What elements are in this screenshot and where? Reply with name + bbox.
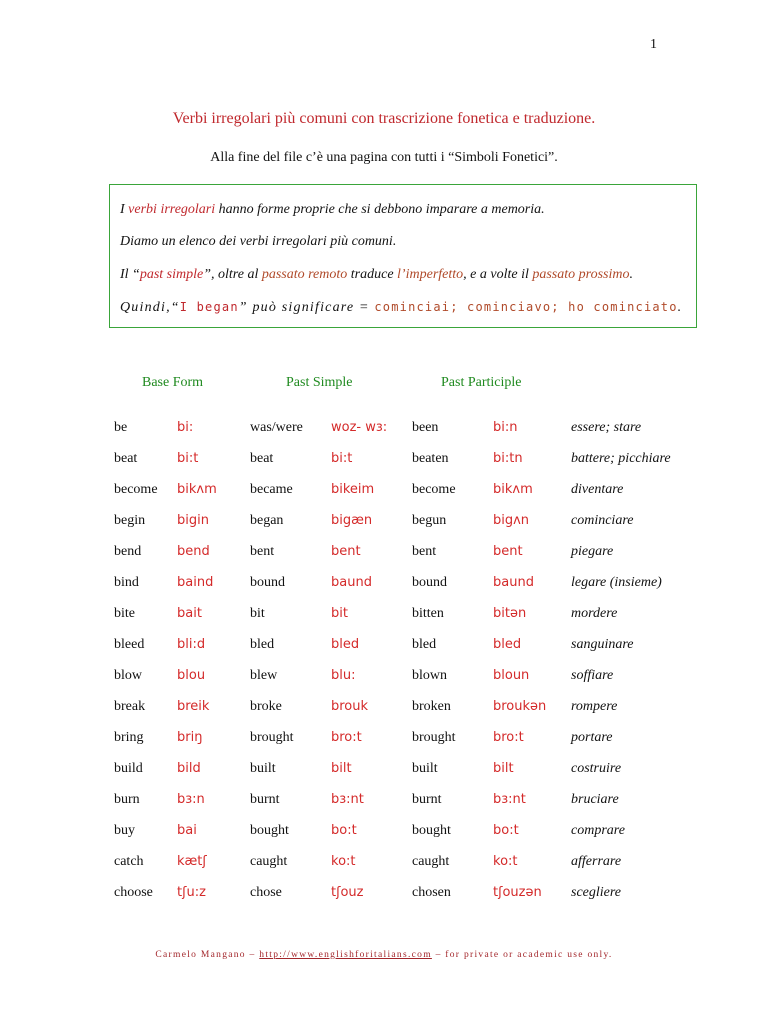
verb-past-participle: become: [412, 482, 456, 497]
verb-participle-phonetic: bo:t: [493, 823, 519, 838]
footer-link[interactable]: http://www.englishforitalians.com: [259, 950, 432, 960]
verb-past-participle: bought: [412, 823, 451, 838]
verb-participle-phonetic: ko:t: [493, 854, 518, 869]
table-row: [0, 699, 768, 730]
verb-past-participle: blown: [412, 668, 447, 683]
verb-participle-phonetic: bikʌm: [493, 482, 533, 497]
highlight-text: cominciai; cominciavo; ho cominciato: [374, 300, 678, 314]
intro-text: .: [629, 267, 633, 282]
verb-past-simple: began: [250, 513, 284, 528]
table-row: [0, 451, 768, 482]
intro-text: Quindi,“: [120, 300, 180, 315]
verb-past-phonetic: bo:t: [331, 823, 357, 838]
table-row: [0, 823, 768, 854]
verb-translation: piegare: [571, 544, 614, 559]
verb-translation: sanguinare: [571, 637, 634, 652]
table-row: [0, 885, 768, 916]
verb-participle-phonetic: bloun: [493, 668, 530, 683]
verb-base-form: choose: [114, 885, 153, 900]
verb-participle-phonetic: bɜ:nt: [493, 792, 526, 807]
verb-past-participle: built: [412, 761, 438, 776]
verb-participle-phonetic: bro:t: [493, 730, 524, 745]
document-subtitle: Alla fine del file c’è una pagina con tutti i “Simboli Fonetici”.: [210, 150, 558, 165]
verb-past-participle: burnt: [412, 792, 442, 807]
verb-base-form: bind: [114, 575, 139, 590]
intro-text: Il “: [120, 267, 140, 282]
verb-base-form: build: [114, 761, 143, 776]
verb-base-form: bring: [114, 730, 144, 745]
verb-participle-phonetic: tʃouzən: [493, 885, 542, 900]
verb-past-simple: bought: [250, 823, 289, 838]
document-title: Verbi irregolari più comuni con trascrizione fonetica e traduzione.: [172, 110, 596, 127]
verb-past-phonetic: brouk: [331, 699, 369, 714]
verb-translation: diventare: [571, 482, 624, 497]
verb-past-participle: brought: [412, 730, 456, 745]
intro-line-2: Diamo un elenco dei verbi irregolari più comuni.: [120, 234, 397, 249]
highlight-text: verbi irregolari: [128, 202, 216, 217]
highlight-text: l’imperfetto: [397, 267, 464, 282]
footer-author: Carmelo Mangano –: [155, 950, 260, 960]
verb-participle-phonetic: bent: [493, 544, 523, 559]
verb-base-form: buy: [114, 823, 135, 838]
verb-participle-phonetic: bilt: [493, 761, 514, 776]
verb-past-participle: beaten: [412, 451, 449, 466]
verb-past-phonetic: blu:: [331, 668, 356, 683]
verb-participle-phonetic: bi:tn: [493, 451, 523, 466]
verb-past-participle: bitten: [412, 606, 444, 621]
verb-translation: essere; stare: [571, 420, 642, 435]
table-row: [0, 730, 768, 761]
verb-past-phonetic: bilt: [331, 761, 352, 776]
verb-translation: portare: [571, 730, 613, 745]
verb-past-participle: bound: [412, 575, 447, 590]
verb-base-phonetic: briŋ: [177, 730, 203, 745]
verb-base-phonetic: bɜ:n: [177, 792, 205, 807]
intro-text: traduce: [347, 267, 398, 282]
verb-past-simple: broke: [250, 699, 282, 714]
table-row: [0, 792, 768, 823]
verb-base-phonetic: tʃu:z: [177, 885, 206, 900]
table-row: [0, 544, 768, 575]
intro-text: I: [120, 202, 129, 217]
verb-base-phonetic: blou: [177, 668, 206, 683]
table-row: [0, 854, 768, 885]
intro-text: ” può significare =: [238, 300, 375, 315]
verb-base-form: bend: [114, 544, 142, 559]
verb-past-simple: blew: [250, 668, 278, 683]
verb-participle-phonetic: bi:n: [493, 420, 518, 435]
verb-translation: cominciare: [571, 513, 634, 528]
column-headers: [0, 375, 768, 395]
table-row: [0, 606, 768, 637]
verb-table: [0, 420, 768, 916]
highlight-text: passato remoto: [261, 267, 348, 282]
intro-text: hanno forme proprie che si debbono imparare a memoria.: [215, 202, 545, 217]
verb-participle-phonetic: bitən: [493, 606, 527, 621]
verb-translation: mordere: [571, 606, 618, 621]
verb-participle-phonetic: bigʌn: [493, 513, 530, 528]
table-row: [0, 668, 768, 699]
verb-past-participle: caught: [412, 854, 450, 869]
verb-past-simple: built: [250, 761, 276, 776]
verb-past-simple: caught: [250, 854, 288, 869]
verb-base-form: become: [114, 482, 158, 497]
intro-line-1: [120, 202, 545, 218]
verb-past-participle: been: [412, 420, 439, 435]
intro-text: , e a volte il: [463, 267, 533, 282]
verb-participle-phonetic: baund: [493, 575, 534, 590]
verb-past-simple: bound: [250, 575, 285, 590]
verb-base-form: beat: [114, 451, 138, 466]
header-base-form: Base Form: [142, 375, 204, 390]
intro-line-4: [120, 300, 682, 316]
verb-past-simple: brought: [250, 730, 294, 745]
verb-translation: costruire: [571, 761, 622, 776]
verb-past-phonetic: bɜ:nt: [331, 792, 364, 807]
verb-base-phonetic: baind: [177, 575, 214, 590]
verb-past-phonetic: bent: [331, 544, 361, 559]
verb-base-phonetic: bi:: [177, 420, 194, 435]
verb-past-phonetic: bro:t: [331, 730, 362, 745]
verb-participle-phonetic: broukən: [493, 699, 547, 714]
table-row: [0, 761, 768, 792]
verb-base-form: blow: [114, 668, 142, 683]
intro-text: ”, oltre al: [203, 267, 262, 282]
verb-translation: soffiare: [571, 668, 614, 683]
verb-base-phonetic: bi:t: [177, 451, 199, 466]
verb-past-simple: bit: [250, 606, 265, 621]
verb-participle-phonetic: bled: [493, 637, 522, 652]
footer-note: – for private or academic use only.: [431, 950, 613, 960]
verb-base-form: catch: [114, 854, 144, 869]
verb-translation: rompere: [571, 699, 618, 714]
example-text: I began: [179, 300, 239, 314]
verb-translation: comprare: [571, 823, 625, 838]
table-row: [0, 420, 768, 451]
highlight-text: passato prossimo: [532, 267, 630, 282]
verb-past-phonetic: bled: [331, 637, 360, 652]
verb-past-phonetic: ko:t: [331, 854, 356, 869]
table-row: [0, 482, 768, 513]
verb-base-phonetic: kætʃ: [177, 854, 207, 869]
verb-translation: afferrare: [571, 854, 622, 869]
verb-past-phonetic: bigæn: [331, 513, 373, 528]
verb-past-simple: beat: [250, 451, 274, 466]
intro-line-3: [120, 267, 633, 283]
verb-past-phonetic: bi:t: [331, 451, 353, 466]
verb-past-phonetic: baund: [331, 575, 372, 590]
table-row: [0, 637, 768, 668]
verb-past-simple: was/were: [250, 420, 303, 435]
verb-base-form: burn: [114, 792, 140, 807]
verb-past-simple: bent: [250, 544, 275, 559]
verb-base-phonetic: bli:d: [177, 637, 206, 652]
verb-past-participle: chosen: [412, 885, 451, 900]
verb-past-simple: burnt: [250, 792, 280, 807]
verb-past-participle: bent: [412, 544, 437, 559]
verb-base-form: begin: [114, 513, 146, 528]
verb-past-participle: begun: [412, 513, 447, 528]
verb-translation: bruciare: [571, 792, 619, 807]
verb-translation: battere; picchiare: [571, 451, 671, 466]
verb-past-phonetic: bikeim: [331, 482, 375, 497]
verb-translation: scegliere: [571, 885, 622, 900]
verb-base-phonetic: bigin: [177, 513, 209, 528]
verb-past-simple: chose: [250, 885, 282, 900]
verb-base-form: bite: [114, 606, 135, 621]
verb-base-phonetic: bait: [177, 606, 202, 621]
page-number: 1: [650, 37, 657, 52]
table-row: [0, 513, 768, 544]
intro-text: .: [677, 300, 683, 315]
verb-base-form: break: [114, 699, 146, 714]
verb-base-phonetic: bild: [177, 761, 201, 776]
verb-past-phonetic: woz- wɜ:: [331, 420, 388, 435]
verb-past-phonetic: bit: [331, 606, 348, 621]
verb-base-form: bleed: [114, 637, 145, 652]
header-past-participle: Past Participle: [441, 375, 522, 390]
verb-past-phonetic: tʃouz: [331, 885, 364, 900]
intro-box: [109, 184, 697, 328]
verb-translation: legare (insieme): [571, 575, 662, 590]
verb-base-phonetic: bikʌm: [177, 482, 217, 497]
verb-base-phonetic: bai: [177, 823, 197, 838]
table-row: [0, 575, 768, 606]
verb-past-simple: became: [250, 482, 293, 497]
verb-past-participle: bled: [412, 637, 437, 652]
footer: [0, 950, 768, 960]
verb-base-phonetic: breik: [177, 699, 210, 714]
verb-past-participle: broken: [412, 699, 451, 714]
header-past-simple: Past Simple: [286, 375, 353, 390]
verb-past-simple: bled: [250, 637, 275, 652]
verb-base-phonetic: bend: [177, 544, 210, 559]
highlight-text: past simple: [139, 267, 204, 282]
verb-base-form: be: [114, 420, 128, 435]
